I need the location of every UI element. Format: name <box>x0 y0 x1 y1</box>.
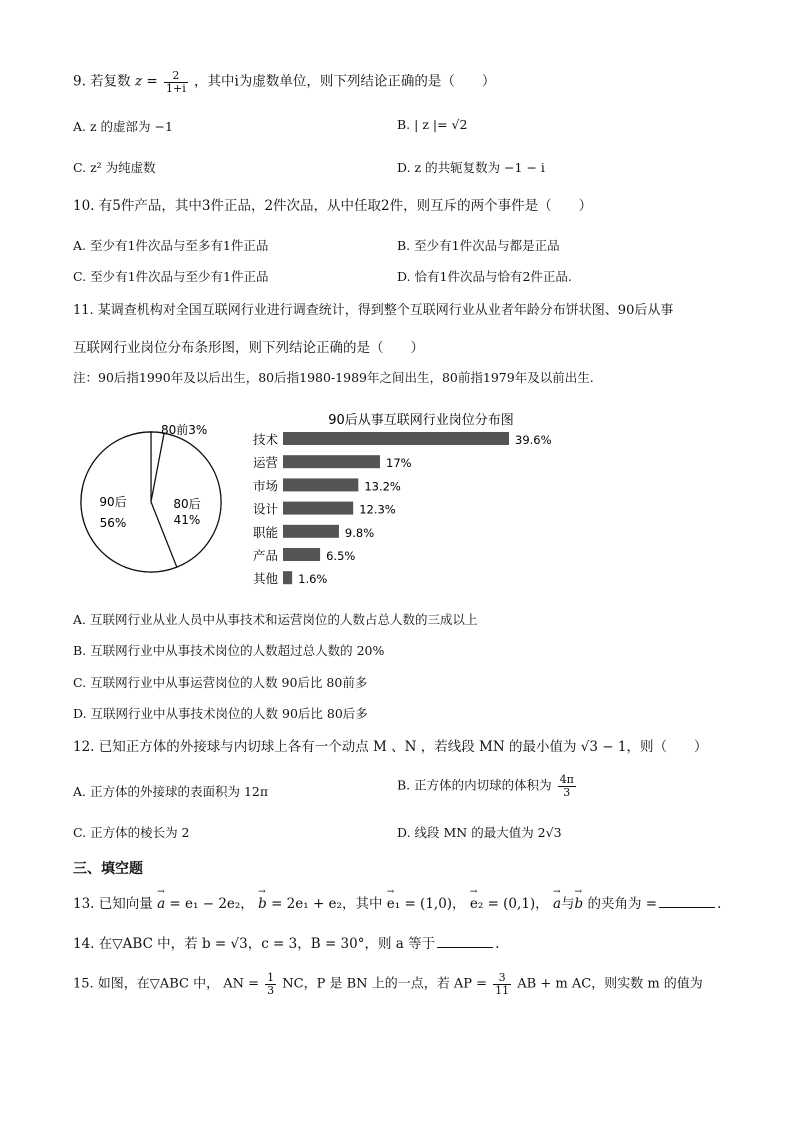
bar-category-label: 运营 <box>253 455 279 471</box>
pie-label-0: 80前3% <box>161 423 208 437</box>
bar-1 <box>283 455 380 468</box>
q10-option-a: A. 至少有1件次品与至多有1件正品 <box>73 238 269 253</box>
q10-option-c: C. 至少有1件次品与至少有1件正品 <box>73 269 269 284</box>
q13-answer-blank <box>659 907 715 908</box>
bar-value-label: 39.6% <box>515 433 552 447</box>
bar-value-label: 12.3% <box>359 502 396 517</box>
bar-3 <box>283 502 353 515</box>
bar-category-label: 技术 <box>253 432 279 447</box>
q12-option-a: A. 正方体的外接球的表面积为 12π <box>73 784 269 799</box>
q9-option-c: C. z² 为纯虚数 <box>73 160 156 175</box>
bar-2 <box>283 478 358 491</box>
q11-stem-line2: 互联网行业岗位分布条形图，则下列结论正确的是（ ） <box>73 340 424 356</box>
q14-answer-blank <box>437 947 493 948</box>
q12-option-c: C. 正方体的棱长为 2 <box>73 825 190 840</box>
q12-option-b: B. 正方体的内切球的体积为 $\frac{4\pi}{3}$ <box>397 773 574 799</box>
bar-category-label: 设计 <box>253 501 279 517</box>
pie-label-1-pct: 41% <box>173 513 201 527</box>
bar-4 <box>283 525 339 538</box>
bar-value-label: 9.8% <box>344 525 375 540</box>
q14-stem: 14. 在▽ABC 中，若 b = √3，c = 3，B = 30°，则 a 等于 . <box>73 936 500 952</box>
q11-figure <box>73 400 593 596</box>
bar-value-label: 17% <box>386 456 412 471</box>
q11-option-d: D. 互联网行业中从事技术岗位的人数 90后比 80后多 <box>73 706 368 721</box>
bar-5 <box>283 548 320 561</box>
bar-value-label: 6.5% <box>326 549 356 563</box>
q13-stem: 13. 已知向量 → a = e₁ − 2e₂， → b = 2e₁ + e₂，其中 → e₁ = (1,0)， → e₂ = (0,1)， → a与→ b 的夹角为 = . <box>73 896 721 912</box>
section-title: 三、填空题 <box>73 861 143 877</box>
bar-value-label: 13.2% <box>364 479 401 494</box>
bar-0 <box>283 432 509 445</box>
q12-stem: 12. 已知正方体的外接球与内切球上各有一个动点 M 、N ，若线段 MN 的最小值为 √3 − 1，则（ ） <box>73 739 708 755</box>
q9-option-a: A. z 的虚部为 −1 <box>73 119 173 134</box>
q9-stem: 9. 若复数 z = $\frac{2}{1+i}$ ，其中i为虚数单位，则下列结论正确的是（ ） <box>73 69 496 95</box>
q10-option-d: D. 恰有1件次品与恰有2件正品. <box>397 269 572 284</box>
q11-note: 注：90后指1990年及以后出生，80后指1980-1989年之间出生，80前指1979年及以前出生. <box>73 370 594 385</box>
job-bar-chart <box>251 400 591 596</box>
q15-stem: 15. 如图，在▽ABC 中， AN = $\frac{1}{3}$ NC，P 是 BN 上的一点，若 AP = $\frac{3}{11}$ AB + m AC，则实数 m 的值为 <box>73 971 703 997</box>
pie-label-2: 90后 <box>99 495 127 509</box>
q9-option-d: D. z 的共轭复数为 −1 − i <box>397 160 545 175</box>
pie-label-1: 80后 <box>173 497 201 511</box>
q11-option-a: A. 互联网行业从业人员中从事技术和运营岗位的人数占总人数的三成以上 <box>73 612 478 627</box>
age-pie-chart <box>73 400 233 596</box>
bar-6 <box>283 571 292 584</box>
bar-category-label: 产品 <box>253 548 279 563</box>
bar-chart-title: 90后从事互联网行业岗位分布图 <box>328 413 514 428</box>
bar-category-label: 其他 <box>253 571 279 587</box>
bar-category-label: 职能 <box>253 524 279 540</box>
q11-option-b: B. 互联网行业中从事技术岗位的人数超过总人数的 20% <box>73 643 385 658</box>
pie-label-2-pct: 56% <box>99 516 127 530</box>
q12-option-d: D. 线段 MN 的最大值为 2√3 <box>397 825 562 840</box>
q11-option-c: C. 互联网行业中从事运营岗位的人数 90后比 80前多 <box>73 675 368 690</box>
bar-category-label: 市场 <box>253 478 279 494</box>
q9-option-b: B. | z |= √2 <box>397 117 468 132</box>
bar-value-label: 1.6% <box>298 572 328 587</box>
q10-option-b: B. 至少有1件次品与都是正品 <box>397 238 560 253</box>
q11-stem-line1: 11. 某调查机构对全国互联网行业进行调查统计，得到整个互联网行业从业者年龄分布饼状图、90后从事 <box>73 303 674 318</box>
q10-stem: 10. 有5件产品，其中3件正品，2件次品，从中任取2件，则互斥的两个事件是（ ） <box>73 198 593 214</box>
